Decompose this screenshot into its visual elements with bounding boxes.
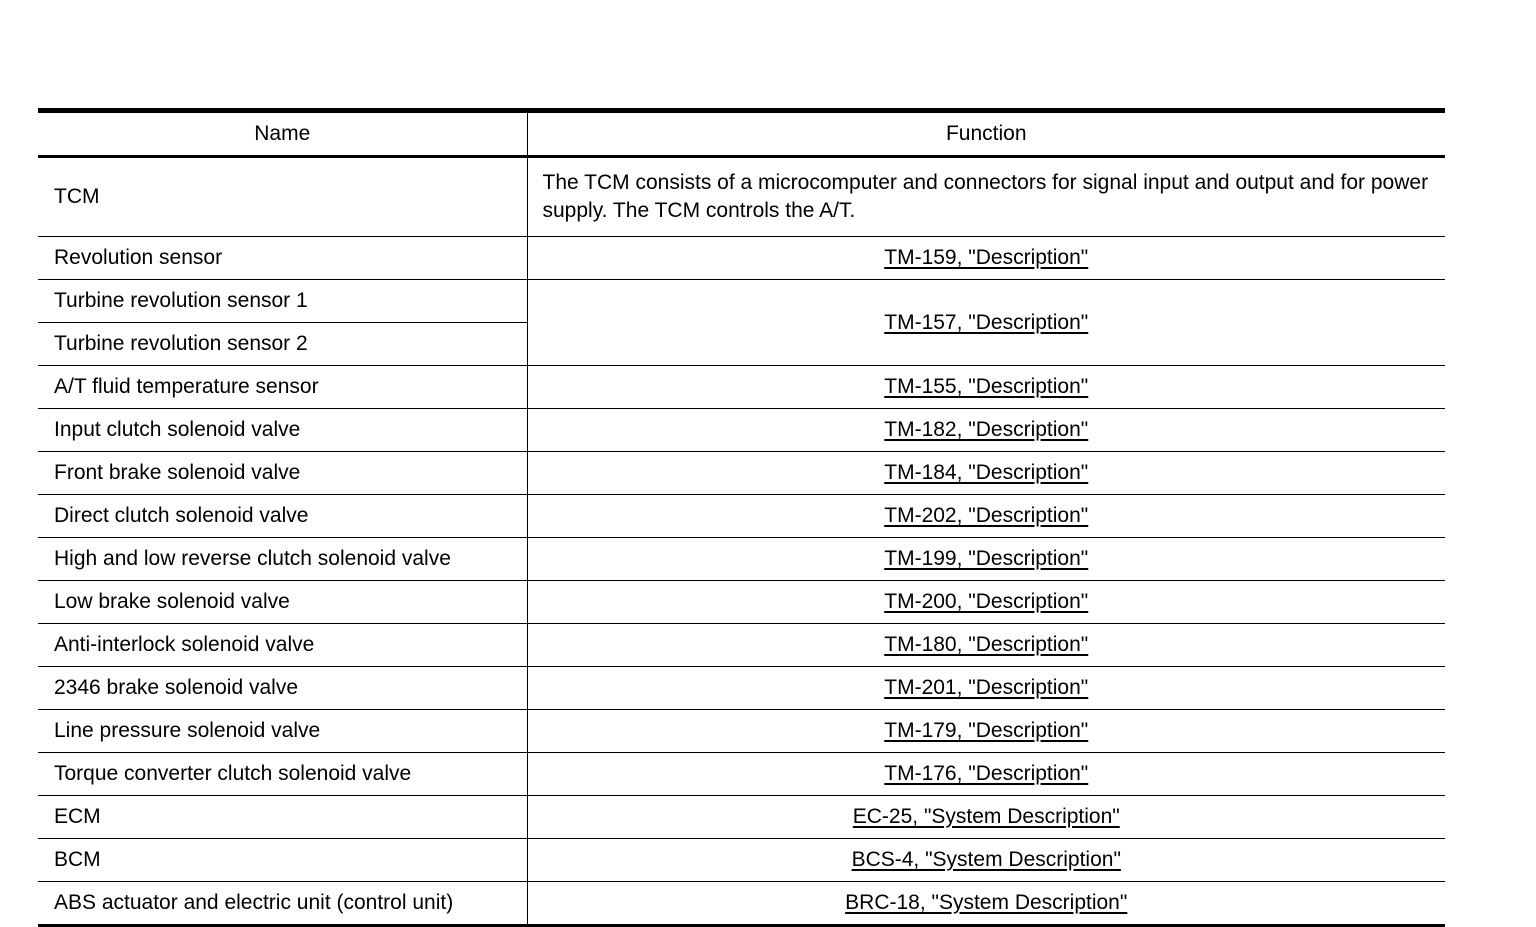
component-name: High and low reverse clutch solenoid valve [38, 538, 527, 581]
component-function-table [38, 108, 1445, 927]
table-row-tcm [38, 157, 1445, 237]
reference-link[interactable]: TM-200, "Description" [884, 590, 1089, 613]
component-name: A/T fluid temperature sensor [38, 366, 527, 409]
table-row [38, 710, 1445, 753]
function-cell [527, 366, 1445, 409]
component-name: Front brake solenoid valve [38, 452, 527, 495]
reference-link[interactable]: TM-155, "Description" [884, 375, 1089, 398]
component-name: BCM [38, 839, 527, 882]
function-cell [527, 667, 1445, 710]
function-cell [527, 710, 1445, 753]
component-name: Turbine revolution sensor 2 [38, 323, 527, 366]
reference-link[interactable]: BRC-18, "System Description" [845, 891, 1128, 914]
reference-link[interactable]: TM-176, "Description" [884, 762, 1089, 785]
table-row [38, 452, 1445, 495]
function-cell [527, 882, 1445, 926]
table-header-row [38, 111, 1445, 157]
component-name: Torque converter clutch solenoid valve [38, 753, 527, 796]
reference-link[interactable]: TM-159, "Description" [884, 246, 1089, 269]
function-cell [527, 839, 1445, 882]
reference-link[interactable]: EC-25, "System Description" [852, 805, 1120, 828]
component-function-text: The TCM consists of a microcomputer and connectors for signal input and output and for power supply. The TCM controls the A/T. [527, 157, 1445, 237]
function-cell [527, 495, 1445, 538]
component-name: Turbine revolution sensor 1 [38, 280, 527, 323]
function-cell [527, 280, 1445, 366]
component-name: Anti-interlock solenoid valve [38, 624, 527, 667]
table-row [38, 366, 1445, 409]
function-cell [527, 538, 1445, 581]
component-name: TCM [38, 157, 527, 237]
table-row [38, 839, 1445, 882]
table-row [38, 882, 1445, 926]
component-name: ABS actuator and electric unit (control unit) [38, 882, 527, 926]
reference-link[interactable]: BCS-4, "System Description" [851, 848, 1121, 871]
reference-link[interactable]: TM-180, "Description" [884, 633, 1089, 656]
component-name: Direct clutch solenoid valve [38, 495, 527, 538]
component-name: ECM [38, 796, 527, 839]
header-name: Name [38, 111, 527, 157]
table-row [38, 796, 1445, 839]
reference-link[interactable]: TM-179, "Description" [884, 719, 1089, 742]
table-row [38, 538, 1445, 581]
table-row [38, 280, 1445, 323]
reference-link[interactable]: TM-182, "Description" [884, 418, 1089, 441]
component-name: Revolution sensor [38, 237, 527, 280]
reference-link[interactable]: TM-157, "Description" [884, 310, 1089, 334]
function-cell [527, 796, 1445, 839]
function-cell [527, 452, 1445, 495]
function-cell [527, 581, 1445, 624]
function-cell [527, 753, 1445, 796]
component-name: Input clutch solenoid valve [38, 409, 527, 452]
reference-link[interactable]: TM-202, "Description" [884, 504, 1089, 527]
table-row [38, 237, 1445, 280]
table-row [38, 753, 1445, 796]
component-name: Line pressure solenoid valve [38, 710, 527, 753]
table-row [38, 581, 1445, 624]
function-cell [527, 409, 1445, 452]
table-row [38, 495, 1445, 538]
component-name: Low brake solenoid valve [38, 581, 527, 624]
table-row [38, 667, 1445, 710]
function-cell [527, 237, 1445, 280]
reference-link[interactable]: TM-201, "Description" [884, 676, 1089, 699]
reference-link[interactable]: TM-184, "Description" [884, 461, 1089, 484]
function-cell [527, 624, 1445, 667]
header-function: Function [527, 111, 1445, 157]
table-row [38, 409, 1445, 452]
table-row [38, 624, 1445, 667]
reference-link[interactable]: TM-199, "Description" [884, 547, 1089, 570]
component-name: 2346 brake solenoid valve [38, 667, 527, 710]
